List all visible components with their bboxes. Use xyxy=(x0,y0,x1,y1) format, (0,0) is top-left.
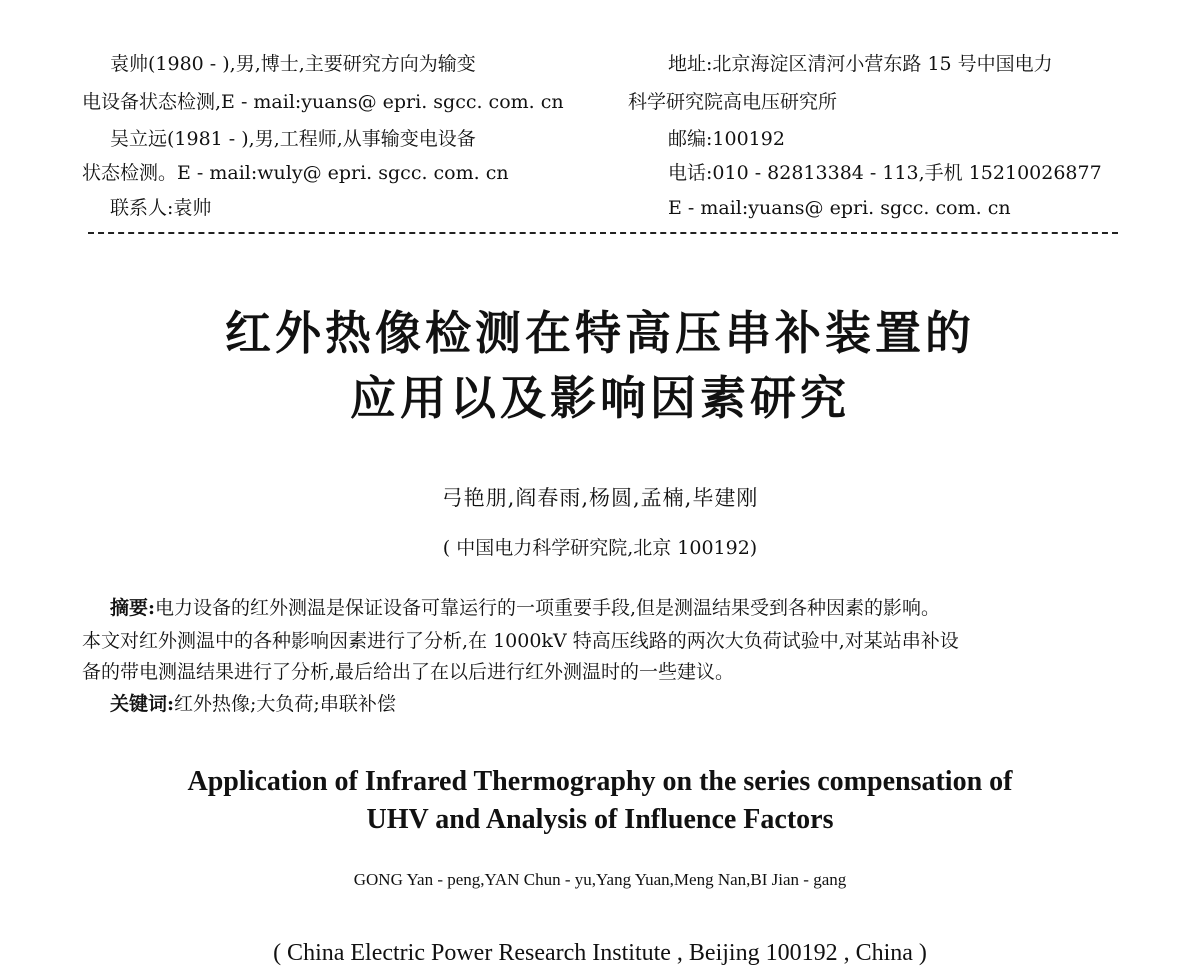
abstract-line-2: 本文对红外测温中的各种影响因素进行了分析,在 1000kV 特高压线路的两次大负荷试验中,对某站串补设 xyxy=(82,630,959,652)
header-divider xyxy=(88,232,1118,234)
bio-left-line-2: 电设备状态检测,E - mail:yuans@ epri. sgcc. com. cn xyxy=(82,91,564,113)
authors-cn: 弓艳朋,阎春雨,杨圆,孟楠,毕建刚 xyxy=(441,486,759,510)
bio-right-line-1: 地址:北京海淀区清河小营东路 15 号中国电力 xyxy=(668,53,1053,75)
title-en-line-2: UHV and Analysis of Influence Factors xyxy=(366,804,834,835)
abstract-line-1 xyxy=(110,594,940,623)
keywords-label: 关键词: xyxy=(110,693,175,715)
bio-right-line-2: 科学研究院高电压研究所 xyxy=(628,91,838,113)
affiliation-en-text: ( China Electric Power Research Institute , Beijing 100192 , China ) xyxy=(273,940,927,966)
affiliation-en-partial xyxy=(0,926,1200,966)
title-cn-line-2: 应用以及影响因素研究 xyxy=(350,371,850,425)
bio-left-line-4: 状态检测。E - mail:wuly@ epri. sgcc. com. cn xyxy=(82,162,509,184)
authors-en: GONG Yan - peng,YAN Chun - yu,Yang Yuan,Meng Nan,BI Jian - gang xyxy=(353,870,847,889)
title-en-line-1: Application of Infrared Thermography on the series compensation of xyxy=(187,766,1013,797)
bio-left-line-3: 吴立远(1981 - ),男,工程师,从事输变电设备 xyxy=(110,128,476,150)
abstract-text-1: 电力设备的红外测温是保证设备可靠运行的一项重要手段,但是测温结果受到各种因素的影响。 xyxy=(155,597,941,619)
abstract-line-3: 备的带电测温结果进行了分析,最后给出了在以后进行红外测温时的一些建议。 xyxy=(82,661,735,683)
bio-left-line-5: 联系人:袁帅 xyxy=(110,197,212,219)
title-cn-line-1: 红外热像检测在特高压串补装置的 xyxy=(225,306,975,360)
abstract-label: 摘要: xyxy=(110,597,156,619)
keywords xyxy=(110,690,396,719)
keywords-text: 红外热像;大负荷;串联补偿 xyxy=(174,693,396,715)
bio-right-line-5: E - mail:yuans@ epri. sgcc. com. cn xyxy=(668,197,1011,219)
bio-left-line-1: 袁帅(1980 - ),男,博士,主要研究方向为输变 xyxy=(110,53,476,75)
bio-right-line-4: 电话:010 - 82813384 - 113,手机 15210026877 xyxy=(668,162,1102,184)
bio-right-line-3: 邮编:100192 xyxy=(668,128,785,150)
affiliation-cn: ( 中国电力科学研究院,北京 100192) xyxy=(442,537,758,559)
